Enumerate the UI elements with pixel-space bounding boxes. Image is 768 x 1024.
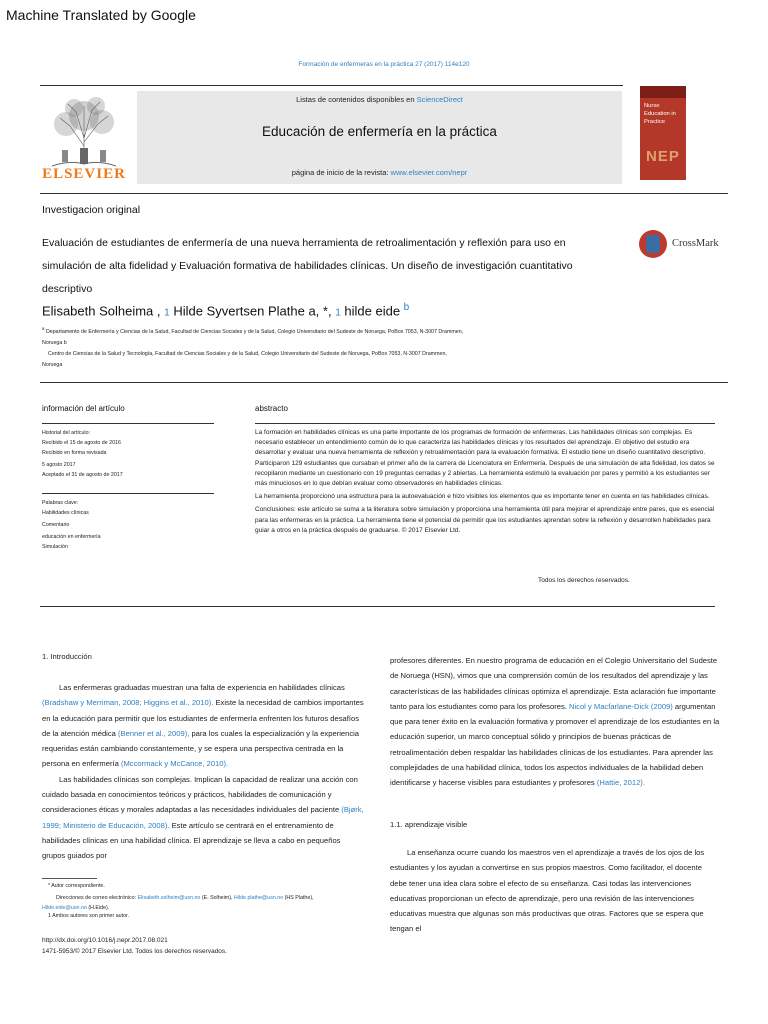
article-info-heading: información del artículo [42, 404, 125, 413]
keywords-rule [42, 493, 214, 494]
citation-link[interactable]: (Mccormack y McCance, 2010). [120, 759, 229, 769]
journal-cover-image [640, 86, 686, 180]
left-column-body [42, 680, 364, 864]
footnote-rule [42, 878, 97, 879]
email-link[interactable]: Hilde.plathe@usn.no [233, 895, 284, 901]
affiliation-a-cont: Noruega b [42, 340, 67, 346]
author-list [42, 302, 409, 318]
body-paragraph: La enseñanza ocurre cuando los maestros ven el aprendizaje a través de los ojos de los estudiantes y los ayudan a convertirse en sus propios maestros. Como facilitador, el docente debe tener una idea clara sobre el efecto de su enseñanza. Casi todas las intervenciones educativas proporcionan un efecto de aprendizaje, pero una revisión de las intervenciones educativas muestra que algunas son más productivas que otras. Factores que se espera que tengan el [390, 848, 705, 934]
journal-cover-abbrev: NEP [646, 148, 680, 165]
email-addresses-cont: Hilde.eide@usn.no (H.Eide). [42, 905, 110, 911]
affiliation-a: $^a$ Departamento de Enfermería y Ciencias de la Salud, Facultad de Ciencias Sociales y de la Salud, Colegio Universitario del Sudeste de Noruega, PoBox 7053, N-3007 Drammen, [42, 326, 464, 335]
affiliation-rule [40, 382, 728, 383]
author-name: Elisabeth Solheima , [42, 303, 161, 319]
keyword: educación en enfermería [42, 534, 101, 540]
article-info-rule [42, 423, 214, 424]
corresponding-author-note: * Autor correspondiente. [48, 883, 105, 889]
abstract-rights: Todos los derechos reservados. [538, 577, 630, 584]
keyword: Simulación [42, 544, 68, 550]
abstract-paragraph: Conclusiones: este artículo se suma a la literatura sobre simulación y proporciona una herramienta útil para mejorar el aprendizaje entre pares, que es esencial para las enfermeras en la práctica. La herramienta tiene el potencial de permitir que los estudiantes aprendan sobre la reflexión y desarrollen habilidades para guiar a otros en la práctica después de graduarse. © 2017 Elsevier Ltd. [255, 506, 715, 534]
doi-link[interactable]: http://dx.doi.org/10.1016/j.nepr.2017.08.021 [42, 937, 168, 944]
abstract-heading: abstracto [255, 404, 288, 413]
abstract-paragraph: La herramienta proporcionó una estructura para la autoevaluación e hizo visibles los elementos que es importante tener en cuenta en las habilidades clínicas. [255, 493, 710, 501]
header-top-rule [40, 85, 623, 86]
abstract-bottom-rule [40, 606, 715, 607]
body-paragraph: profesores diferentes. En nuestro programa de educación en el Colegio Universitario del Sudeste de Noruega (HSN), vimos que una comprensión común de los resultados del aprendizaje y las características de las habilidades clínicas optimiza el aprendizaje. Esta aclaración fue importante tanto para los estudiantes como para los profesores. Nicol y Macfarlane-Dick (2009) argumentan que para tener éxito en la evaluación formativa y promover el aprendizaje de los estudiantes en la educación superior, un marco conceptual sólido y principios de buenas prácticas de retroalimentación deben respaldar las habilidades clínicas de los estudiantes. Para aprender las complejidades de una habilidad clínica, todos los aspectos individuales de la habilidad deben identificarse y hacerse visibles para estudiantes y profesores (Hattie, 2012). [390, 656, 720, 788]
article-type: Investigacion original [42, 204, 141, 216]
abstract-rule [255, 423, 715, 424]
crossmark-bookmark-icon [646, 235, 660, 253]
keyword: Comentario [42, 522, 70, 528]
affiliation-b: Centro de Ciencias de la Salud y Tecnología, Facultad de Ciencias Sociales y de la Salud, Colegio Universitario del Sudeste de Noruega, PoBox 7053, N-3007 Drammen, [48, 351, 447, 357]
sciencedirect-link[interactable]: ScienceDirect [416, 95, 463, 104]
crossmark-label[interactable]: CrossMark [672, 238, 719, 249]
article-title: Evaluación de estudiantes de enfermería de una nueva herramienta de retroalimentación y reflexión para uso en simulación de alta fidelidad y Evaluación formativa de habilidades clínicas. Un diseño de investigación cuantitativo descriptivo [42, 237, 573, 295]
citation-link[interactable]: (Hattie, 2012). [596, 778, 645, 788]
journal-cover-band [640, 86, 686, 98]
author-name: hilde eide [344, 303, 401, 319]
affiliation-link[interactable]: b [403, 302, 410, 313]
author-note-link[interactable]: 1 [164, 307, 170, 319]
citation-link[interactable]: (Benner et al., 2009), [118, 728, 190, 738]
email-link[interactable]: Hilde.eide@usn.no [42, 905, 87, 911]
contents-lists-line: Listas de contenidos disponibles en ScienceDirect [296, 95, 463, 104]
citation-link[interactable]: (Bradshaw y Merriman, 2008; Higgins et al., 2010). [42, 698, 214, 708]
journal-title: Educación de enfermería en la práctica [262, 124, 497, 139]
machine-translation-banner: Machine Translated by Google [6, 7, 196, 23]
body-paragraph: Las habilidades clínicas son complejas. Implican la capacidad de realizar una acción con cuidado basada en conocimientos teóricos y prácticos, habilidades de comunicación y consideraciones éticas y morales adaptadas a las necesidades individuales del paciente (Bjørk, 1999; Ministerio de Educación, 2008). Este artículo se centrará en el entrenamiento de habilidades clínicas en una habilidad clínica. El aprendizaje se lleva a cabo en pequeños grupos guiados por [42, 774, 364, 861]
email-link[interactable]: Elisabeth.solheim@usn.no [137, 895, 201, 901]
citation-link[interactable]: (Bjørk, 1999; Ministerio de Educación, 2008). [42, 805, 364, 830]
keywords-block: Palabras clave: Habilidades clínicas Comentario educación en enfermería Simulación [42, 498, 214, 552]
email-addresses: Direcciones de correo electrónico: Elisabeth.solheim@usn.no (E. Solheim), Hilde.plathe@usn.no (HS Plathe), [56, 895, 314, 901]
affiliation-b-cont: Noruega [42, 362, 63, 368]
article-history: Historial del artículo: Recibido el 15 de agosto de 2016 Recibido en forma revisada 5 agosto 2017 Aceptado el 31 de agosto de 2017 [42, 430, 123, 478]
citation-link[interactable]: Nicol y Macfarlane-Dick (2009) [568, 701, 673, 711]
section-title-introduction: 1. Introducción [42, 652, 92, 661]
journal-homepage-line: página de inicio de la revista: www.elsevier.com/nepr [291, 168, 468, 177]
journal-cover-title: Nurse Education in Practice [644, 103, 676, 125]
right-column-body [390, 653, 720, 791]
right-column-body-2 [390, 845, 720, 937]
body-paragraph: Las enfermeras graduadas muestran una falta de experiencia en habilidades clínicas (Bradshaw y Merriman, 2008; Higgins et al., 2010). Existe la necesidad de cambios importantes en la educación para permitir que los estudiantes de enfermería enfrenten los futuros desafíos de la atención médica (Benner et al., 2009), para los cuales la especialización y la experiencia requeridas están cambiando constantemente, y se espera una perspectiva centrada en la persona en enfermería (Mccormack y McCance, 2010). [42, 683, 364, 769]
journal-reference-link[interactable]: Formación de enfermeras en la práctica 27 (2017) 114e120 [298, 61, 470, 68]
author-footnote: 1 Ambos autores son primer autor. [48, 913, 129, 919]
author-note-link[interactable]: 1 [335, 307, 341, 319]
subsection-title-visible-learning: 1.1. aprendizaje visible [390, 820, 468, 829]
keyword: Habilidades clínicas [42, 510, 89, 516]
journal-homepage-link[interactable]: www.elsevier.com/nepr [390, 168, 468, 177]
author-name: Hilde Syvertsen Plathe a, *, [173, 303, 332, 319]
copyright-line: 1471-5953/© 2017 Elsevier Ltd. Todos los derechos reservados. [42, 948, 227, 955]
elsevier-wordmark: ELSEVIER [42, 166, 126, 182]
abstract-paragraph: La formación en habilidades clínicas es una parte importante de los programas de formación de enfermeras. Las habilidades clínicas son complejas. Es necesario establecer un entendimiento común de lo que caracteriza las habilidades clínicas y los resultados del aprendizaje. El objetivo del estudio era desarrollar y evaluar una nueva herramienta de reflexión y retroalimentación para la evaluación formativa. El estudio tiene un diseño cuantitativo descriptivo. Participaron 129 estudiantes que cursaban el primer año de la carrera de Licenciatura en Enfermería. Después de una simulación de alta fidelidad, los datos se recopilaron mediante un cuestionario con 19 preguntas cerradas y 2 abiertas. La herramienta estimuló la evaluación por pares y permitió a los estudiantes ser más minuciosos en lo que debían evaluar como observadores en habilidades clínicas. [255, 429, 715, 488]
header-bottom-rule [40, 193, 728, 194]
abstract-body [255, 428, 715, 539]
